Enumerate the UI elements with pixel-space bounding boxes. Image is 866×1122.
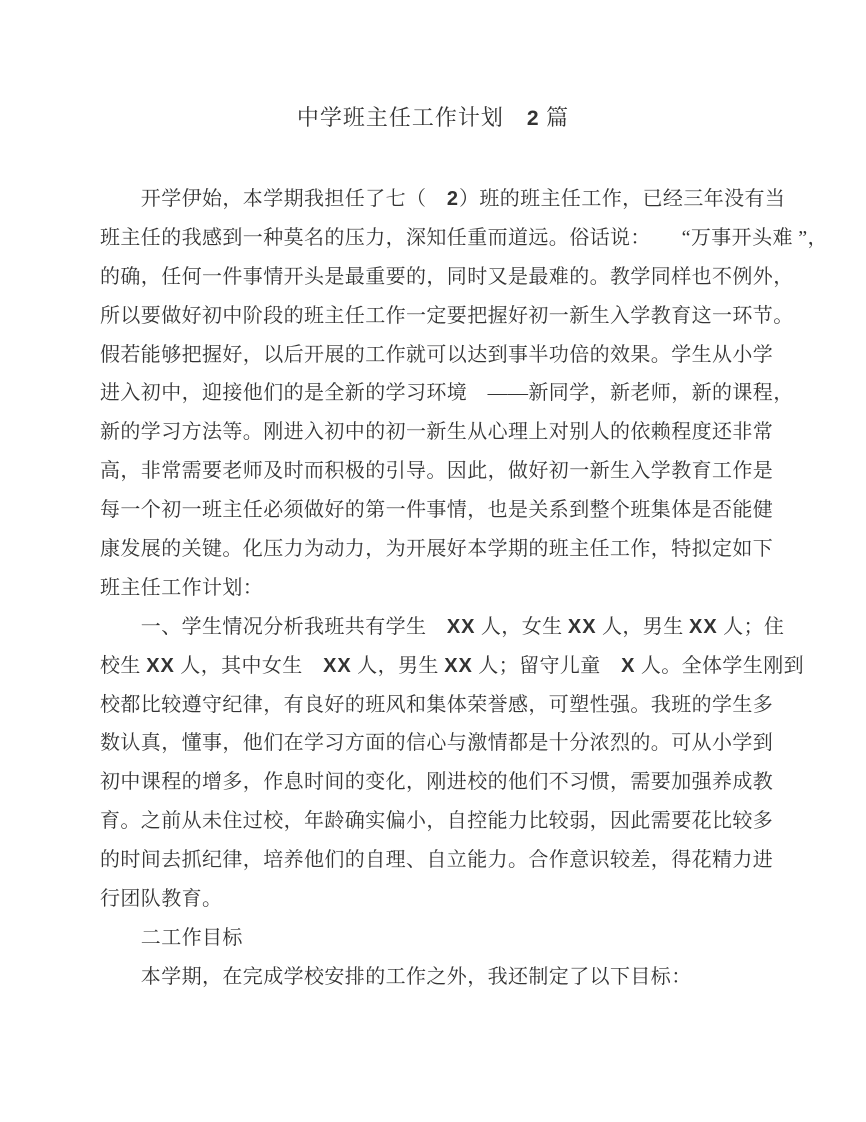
text-segment: 本学期，在完成学校安排的工作之外，我还制定了以下目标： [100,965,692,988]
text-segment: 校生 [100,654,147,677]
text-segment: 高，非常需要老师及时而积极的引导。因此，做好初一新生入学教育工作是 [100,460,774,483]
text-segment: 中学班主任工作计划 [296,105,527,130]
text-segment: 数认真，懂事，他们在学习方面的信心与激情都是十分浓烈的。可从小学到 [100,732,774,755]
text-segment: ）班的班主任工作，已经三年没有当 [458,188,786,210]
text-line [100,297,794,336]
text-segment: 班主任的我感到一种莫名的压力，深知任重而道远。俗话说： “万事开头难 ”， [100,226,828,249]
bold-number: XX [567,615,597,638]
bold-number: XX [446,615,476,638]
text-line [100,880,780,919]
text-line [100,802,780,841]
text-segment: 人，男生 [596,615,689,638]
bold-number: 2 [446,188,459,210]
text-line [100,958,780,997]
text-segment: 人，男生 [351,654,445,677]
bold-number: XX [323,654,352,677]
text-segment: 的时间去抓纪律，培养他们的自理、自立能力。合作意识较差，得花精力进 [100,849,774,872]
text-line [100,219,828,258]
text-line [100,452,780,491]
text-line [100,686,780,725]
text-segment: 行团队教育。 [100,888,223,911]
text-segment: 篇 [539,105,570,130]
bold-number: X [621,654,636,677]
text-line [100,608,785,647]
text-segment: 育。之前从未住过校，年龄确实偏小，自控能力比较弱，因此需要花比较多 [100,810,774,833]
text-segment: 二工作目标 [100,926,243,949]
text-segment: 新的学习方法等。刚进入初中的初一新生从心理上对别人的依赖程度还非常 [100,421,774,444]
text-line [100,258,794,297]
text-segment: 开学伊始，本学期我担任了七（ [100,188,447,210]
text-line [100,180,786,219]
text-line [100,763,780,802]
text-segment: 班主任工作计划： [100,576,264,599]
document-body [100,180,828,997]
bold-number: XX [146,654,175,677]
text-line [100,336,780,375]
text-line [100,413,780,452]
document-title [0,102,866,135]
text-segment: 康发展的关键。化压力为动力，为开展好本学期的班主任工作，特拟定如下 [100,538,774,561]
text-segment: 假若能够把握好，以后开展的工作就可以达到事半功倍的效果。学生从小学 [100,343,774,366]
text-segment: 每一个初一班主任必须做好的第一件事情，也是关系到整个班集体是否能健 [100,499,774,522]
text-segment: 所以要做好初中阶段的班主任工作一定要把握好初一新生入学教育这一环节。 [100,304,794,327]
text-line [100,647,805,686]
text-segment: 初中课程的增多，作息时间的变化，刚进校的他们不习惯，需要加强养成教 [100,771,774,794]
text-segment: 一、学生情况分析我班共有学生 [100,615,447,638]
text-segment: 人，女生 [475,615,568,638]
bold-number: XX [444,654,473,677]
text-line [100,841,780,880]
text-line [100,724,780,763]
text-segment: 人；留守儿童 [472,654,622,677]
bold-number: 2 [526,107,540,130]
text-segment: 校都比较遵守纪律，有良好的班风和集体荣誉感，可塑性强。我班的学生多 [100,693,774,716]
text-segment: 的确，任何一件事情开头是最重要的，同时又是最难的。教学同样也不例外， [100,265,794,288]
text-segment: 人。全体学生刚到 [635,654,805,677]
text-line [100,374,794,413]
text-line [100,491,780,530]
text-line [100,530,780,569]
text-segment: 进入初中，迎接他们的是全新的学习环境 ——新同学，新老师，新的课程， [100,382,794,405]
text-line [100,569,780,608]
text-segment: 人；住 [717,615,785,638]
text-line [100,919,780,958]
bold-number: XX [689,615,718,638]
text-segment: 人，其中女生 [174,654,324,677]
